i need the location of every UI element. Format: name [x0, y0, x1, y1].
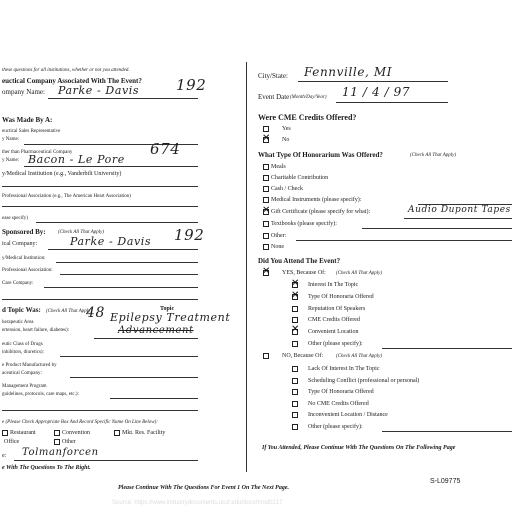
- no-reason-location-checkbox[interactable]: [292, 412, 298, 418]
- reason-location-label: Convenient Location: [308, 329, 359, 335]
- honorarium-gift-value[interactable]: Audio Dupont Tapes: [408, 205, 511, 215]
- blank-line: [2, 299, 198, 300]
- form-code: S-L09775: [430, 478, 461, 485]
- no-reason-honoraria-checkbox[interactable]: [292, 389, 298, 395]
- no-reason-other-line: [382, 431, 512, 432]
- convention-checkbox[interactable]: [54, 430, 60, 436]
- honorarium-gift-line: [404, 218, 512, 219]
- reason-interest-checkmark: ✕: [291, 278, 300, 289]
- professional-assoc-2-line: [60, 274, 198, 275]
- event-date-hint: (Month/Day/Year): [290, 95, 327, 100]
- cme-yes-checkbox[interactable]: [263, 126, 269, 132]
- column-divider: [246, 62, 247, 472]
- name-label: e:: [2, 453, 7, 459]
- no-reason-location-label: Inconvenient Location / Distance: [308, 412, 388, 418]
- sponsored-company-label: ical Company:: [2, 241, 38, 247]
- honorarium-cash-label: Cash / Check: [271, 186, 303, 192]
- company-name-line: [48, 98, 198, 99]
- no-reason-interest-label: Lack Of Interest In The Topic: [308, 366, 380, 372]
- attend-title: Did You Attend The Event?: [258, 257, 341, 265]
- intro-text: these questions for all institutions, whether or not you attended.: [2, 68, 130, 73]
- no-reason-scheduling-label: Scheduling Conflict (professional or personal): [308, 378, 420, 384]
- care-company-label: Care Company:: [2, 281, 34, 286]
- reason-other-line: [382, 348, 512, 349]
- other-pharma-name-line: [24, 166, 198, 167]
- restaurant-label: Restaurant: [10, 430, 36, 436]
- company-code-value: 192: [176, 76, 207, 94]
- if-attended-text: If You Attended, Please Continue With The Questions On The Following Page: [262, 445, 456, 451]
- sales-rep-label: euctical Sales Representative: [2, 129, 61, 134]
- reason-reputation-checkbox[interactable]: [292, 306, 298, 312]
- honorarium-instruments-label: Medical Instruments (please specify):: [271, 197, 362, 203]
- other-pharma-label: ther than Pharmaceutical Company: [2, 150, 73, 155]
- class-drugs-hint: inhibitors, diuretics):: [2, 350, 44, 355]
- reason-honoraria-label: Type Of Honoraria Offered: [308, 294, 374, 300]
- cme-title: Were CME Credits Offered?: [258, 113, 357, 122]
- no-reason-other-label: Other (please specify):: [308, 424, 363, 430]
- city-line: [298, 81, 448, 82]
- other-pharma-name-label: y Name:: [2, 158, 20, 163]
- sponsored-company-value[interactable]: Parke - Davis: [70, 235, 152, 248]
- reason-honoraria-checkmark: ✕: [291, 290, 300, 301]
- honorarium-check-hint: (Check All That Apply): [410, 153, 457, 158]
- event-date-line: [336, 102, 448, 103]
- care-company-line: [44, 287, 198, 288]
- event-date-label: Event Date: [258, 93, 290, 101]
- reason-cme-label: CME Credits Offered: [308, 317, 360, 323]
- other-label: Other: [62, 439, 76, 445]
- attend-no-check-hint: (Check All That Apply): [336, 354, 383, 359]
- reason-other-label: Other (please specify):: [308, 341, 363, 347]
- reason-cme-checkbox[interactable]: [292, 317, 298, 323]
- was-made-title: Was Made By A:: [2, 116, 53, 124]
- company-name-label: ompany Name:: [2, 88, 45, 96]
- other-checkbox[interactable]: [54, 439, 60, 445]
- name-line: [14, 460, 198, 461]
- attend-yes-check-hint: (Check All That Apply): [336, 271, 383, 276]
- therapeutic-code: 48: [86, 305, 106, 321]
- sponsored-company-line: [48, 249, 198, 250]
- continue-next-page-text: Please Continue With The Questions For Event 1 On The Next Page.: [118, 485, 290, 491]
- honorarium-none-checkbox[interactable]: [263, 244, 269, 250]
- mgmt-program-hint: guidelines, protocols, care maps, etc.):: [2, 392, 79, 397]
- honorarium-other-label: Other:: [271, 233, 287, 239]
- professional-assoc-2-label: Professional Association:: [2, 268, 53, 273]
- reason-interest-label: Interest In The Topic: [308, 282, 359, 288]
- event-date-value[interactable]: 11 / 4 / 97: [342, 85, 411, 99]
- no-reason-honoraria-label: Type Of Honoraria Offered: [308, 389, 374, 395]
- reason-location-checkmark: ✕: [291, 324, 300, 335]
- sponsored-by-title: Sponsored By:: [2, 228, 46, 236]
- therapeutic-area-label: herapeutic Area: [2, 320, 34, 325]
- topic-was-check-hint: (Check All That Apply): [46, 309, 93, 314]
- class-drugs-label: eutic Class of Drugs: [2, 342, 43, 347]
- university-line: [2, 186, 198, 187]
- city-label: City/State:: [258, 72, 288, 80]
- class-drugs-line: [60, 356, 198, 357]
- event-type-line: e (Please Check Appropriate Box And Record Specific Name On Line Below):: [2, 420, 158, 425]
- therapeutic-value-line1[interactable]: Epilepsy Treatment: [110, 311, 231, 324]
- cme-no-label: No: [282, 137, 290, 143]
- mgmt-program-line: [110, 398, 198, 399]
- city-value[interactable]: Fennville, MI: [304, 65, 393, 79]
- therapeutic-area-hint: ertension, heart failure, diabetes):: [2, 328, 70, 333]
- attend-yes-label: YES, Because Of:: [282, 270, 326, 276]
- source-watermark: Source: https://www.industrydocuments.ucsf.edu/docs/hmd0217: [112, 500, 283, 506]
- no-reason-interest-checkbox[interactable]: [292, 366, 298, 372]
- therapeutic-line: [94, 338, 198, 339]
- mkt-res-label: Mkt. Res. Facility: [122, 430, 166, 436]
- cme-yes-label: Yes: [282, 126, 291, 132]
- attend-yes-checkmark: ✕: [262, 266, 271, 277]
- honorarium-other-line: [296, 240, 512, 241]
- honorarium-title: What Type Of Honorarium Was Offered?: [258, 151, 383, 159]
- restaurant-checkbox[interactable]: [2, 430, 8, 436]
- university-label: y/Medical Institution (e.g., Vanderbilt University): [2, 171, 122, 177]
- therapeutic-value-line2[interactable]: Advancement: [118, 325, 194, 336]
- professional-assoc-label: Professional Association (e.g., The American Heart Association): [2, 194, 131, 199]
- other-pharma-value[interactable]: Bacon - Le Pore: [28, 153, 125, 166]
- honorarium-gift-label: Gift Certificate (please specify for what):: [271, 209, 371, 215]
- honorarium-meals-checkbox[interactable]: [263, 164, 269, 170]
- mgmt-program-label: Management Program: [2, 384, 47, 389]
- medical-institution-label: y/Medical Institution:: [2, 256, 46, 261]
- honorarium-textbooks-line: [362, 228, 512, 229]
- honorarium-instruments-checkbox[interactable]: [263, 197, 269, 203]
- professional-assoc-line: [2, 206, 198, 207]
- no-reason-other-checkbox[interactable]: [292, 424, 298, 430]
- medical-institution-line: [56, 262, 198, 263]
- office-label: Office: [4, 439, 20, 445]
- reason-other-checkbox[interactable]: [292, 341, 298, 347]
- cme-no-checkmark: ✕: [262, 133, 271, 144]
- honorarium-charitable-checkbox[interactable]: [263, 175, 269, 181]
- honorarium-none-label: None: [271, 244, 284, 250]
- mkt-res-checkbox[interactable]: [114, 430, 120, 436]
- company-question: euctical Company Associated With The Event?: [2, 77, 142, 85]
- please-specify-label: ease specify): [2, 216, 28, 221]
- convention-label: Convention: [62, 430, 90, 436]
- other-pharma-code: 674: [150, 140, 181, 158]
- product-line: [70, 377, 198, 378]
- no-reason-cme-checkbox[interactable]: [292, 401, 298, 407]
- sponsored-by-check-hint: (Check All That Apply): [58, 230, 105, 235]
- attend-no-checkbox[interactable]: [263, 353, 269, 359]
- no-reason-cme-label: No CME Credits Offered: [308, 401, 369, 407]
- product-hint: aceutical Company:: [2, 371, 42, 376]
- honorarium-charitable-label: Charitable Contribution: [271, 175, 329, 181]
- honorarium-other-checkbox[interactable]: [263, 233, 269, 239]
- honorarium-meals-label: Meals: [271, 164, 286, 170]
- continue-right-text: e With The Questions To The Right.: [2, 465, 91, 471]
- reason-reputation-label: Reputation Of Speakers: [308, 306, 366, 312]
- honorarium-gift-checkmark: ✕: [262, 205, 271, 216]
- name-value[interactable]: Tolmanforcen: [22, 447, 99, 458]
- sponsored-company-code: 192: [174, 226, 205, 244]
- please-specify-line: [36, 222, 198, 223]
- honorarium-textbooks-label: Textbooks (please specify):: [271, 221, 337, 227]
- sales-rep-name-label: y Name:: [2, 137, 20, 142]
- no-reason-scheduling-checkbox[interactable]: [292, 378, 298, 384]
- company-name-value[interactable]: Parke - Davis: [58, 84, 140, 97]
- product-label: e Product Manufactured by: [2, 363, 57, 368]
- mgmt-blank-line: [2, 410, 198, 411]
- topic-header: Topic: [160, 306, 175, 312]
- honorarium-textbooks-checkbox[interactable]: [263, 221, 269, 227]
- honorarium-cash-checkbox[interactable]: [263, 186, 269, 192]
- attend-no-label: NO, Because Of:: [282, 353, 324, 359]
- topic-was-title: d Topic Was:: [2, 306, 41, 314]
